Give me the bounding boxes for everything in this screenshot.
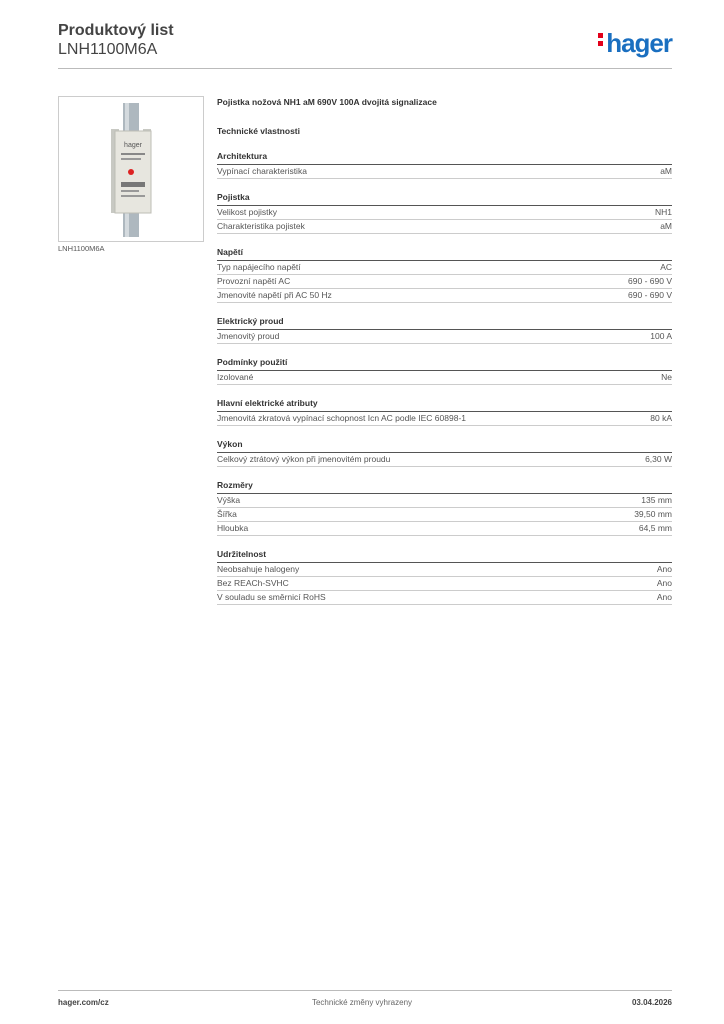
spec-section [217,151,672,179]
hager-logo[interactable] [598,28,672,59]
spec-value: Ano [656,592,672,602]
spec-row [217,371,672,385]
footer-date: 03.04.2026 [631,998,672,1007]
spec-section [217,549,672,605]
spec-label: Vypínací charakteristika [217,166,307,176]
logo-dots-icon [598,30,604,49]
spec-section-title: Výkon [217,439,672,453]
logo-text: hager [606,28,672,58]
spec-section [217,192,672,234]
spec-value: 80 kA [650,413,672,423]
spec-value: NH1 [654,207,672,217]
spec-label: Výška [217,495,241,505]
spec-section [217,398,672,426]
spec-section [217,316,672,344]
spec-section [217,480,672,536]
spec-label: Typ napájecího napětí [217,262,301,272]
spec-label: Hloubka [217,523,249,533]
spec-row [217,275,672,289]
spec-label: Velikost pojistky [217,207,277,217]
spec-value: aM [660,166,672,176]
spec-row [217,508,672,522]
spec-row [217,206,672,220]
product-name: Pojistka nožová NH1 aM 690V 100A dvojitá signalizace [217,97,437,107]
spec-label: Bez REACh-SVHC [217,578,289,588]
spec-section-title: Podmínky použití [217,357,672,371]
footer-disclaimer: Technické změny vyhrazeny [311,998,413,1007]
spec-value: 690 - 690 V [628,290,672,300]
spec-value: 64,5 mm [638,523,672,533]
spec-row [217,591,672,605]
spec-section-title: Udržitelnost [217,549,672,563]
spec-value: AC [660,262,672,272]
spec-row [217,522,672,536]
spec-row [217,563,672,577]
page-title: Produktový list [58,22,174,39]
spec-section-title: Pojistka [217,192,672,206]
spec-row [217,412,672,426]
footer-website-link[interactable]: hager.com/cz [58,998,109,1007]
spec-value: Ano [656,578,672,588]
spec-section [217,357,672,385]
spec-row [217,220,672,234]
spec-row [217,330,672,344]
spec-section [217,439,672,467]
spec-label: Izolované [217,372,254,382]
spec-value: 6,30 W [645,454,672,464]
product-details [217,90,672,605]
spec-value: Ne [661,372,672,382]
product-image [58,96,204,242]
technical-properties-heading: Technické vlastnosti [217,126,300,136]
spec-label: Charakteristika pojistek [217,221,305,231]
spec-value: 100 A [650,331,672,341]
product-image-brand: hager [124,142,142,149]
spec-row [217,289,672,303]
spec-value: 39,50 mm [634,509,672,519]
product-code: LNH1100M6A [58,41,158,58]
footer-divider [58,990,672,991]
spec-row [217,453,672,467]
spec-section-title: Napětí [217,247,672,261]
spec-label: Celkový ztrátový výkon při jmenovitém proudu [217,454,391,464]
spec-value: Ano [656,564,672,574]
page-header [58,20,672,70]
spec-label: V souladu se směrnicí RoHS [217,592,326,602]
spec-section-title: Hlavní elektrické atributy [217,398,672,412]
spec-section-title: Rozměry [217,480,672,494]
spec-label: Neobsahuje halogeny [217,564,300,574]
spec-label: Jmenovitý proud [217,331,280,341]
spec-section-title: Architektura [217,151,672,165]
spec-label: Šířka [217,509,237,519]
spec-row [217,577,672,591]
specification-sections [217,151,672,605]
header-divider [58,68,672,69]
spec-label: Provozní napětí AC [217,276,291,286]
spec-value: 690 - 690 V [628,276,672,286]
spec-row [217,494,672,508]
product-image-caption: LNH1100M6A [58,244,105,253]
spec-label: Jmenovité napětí při AC 50 Hz [217,290,332,300]
spec-value: 135 mm [641,495,672,505]
spec-section-title: Elektrický proud [217,316,672,330]
spec-row [217,261,672,275]
spec-section [217,247,672,303]
spec-row [217,165,672,179]
spec-label: Jmenovitá zkratová vypínací schopnost Icn AC podle IEC 60898-1 [217,413,466,423]
spec-value: aM [660,221,672,231]
fuse-illustration-icon [59,97,203,241]
